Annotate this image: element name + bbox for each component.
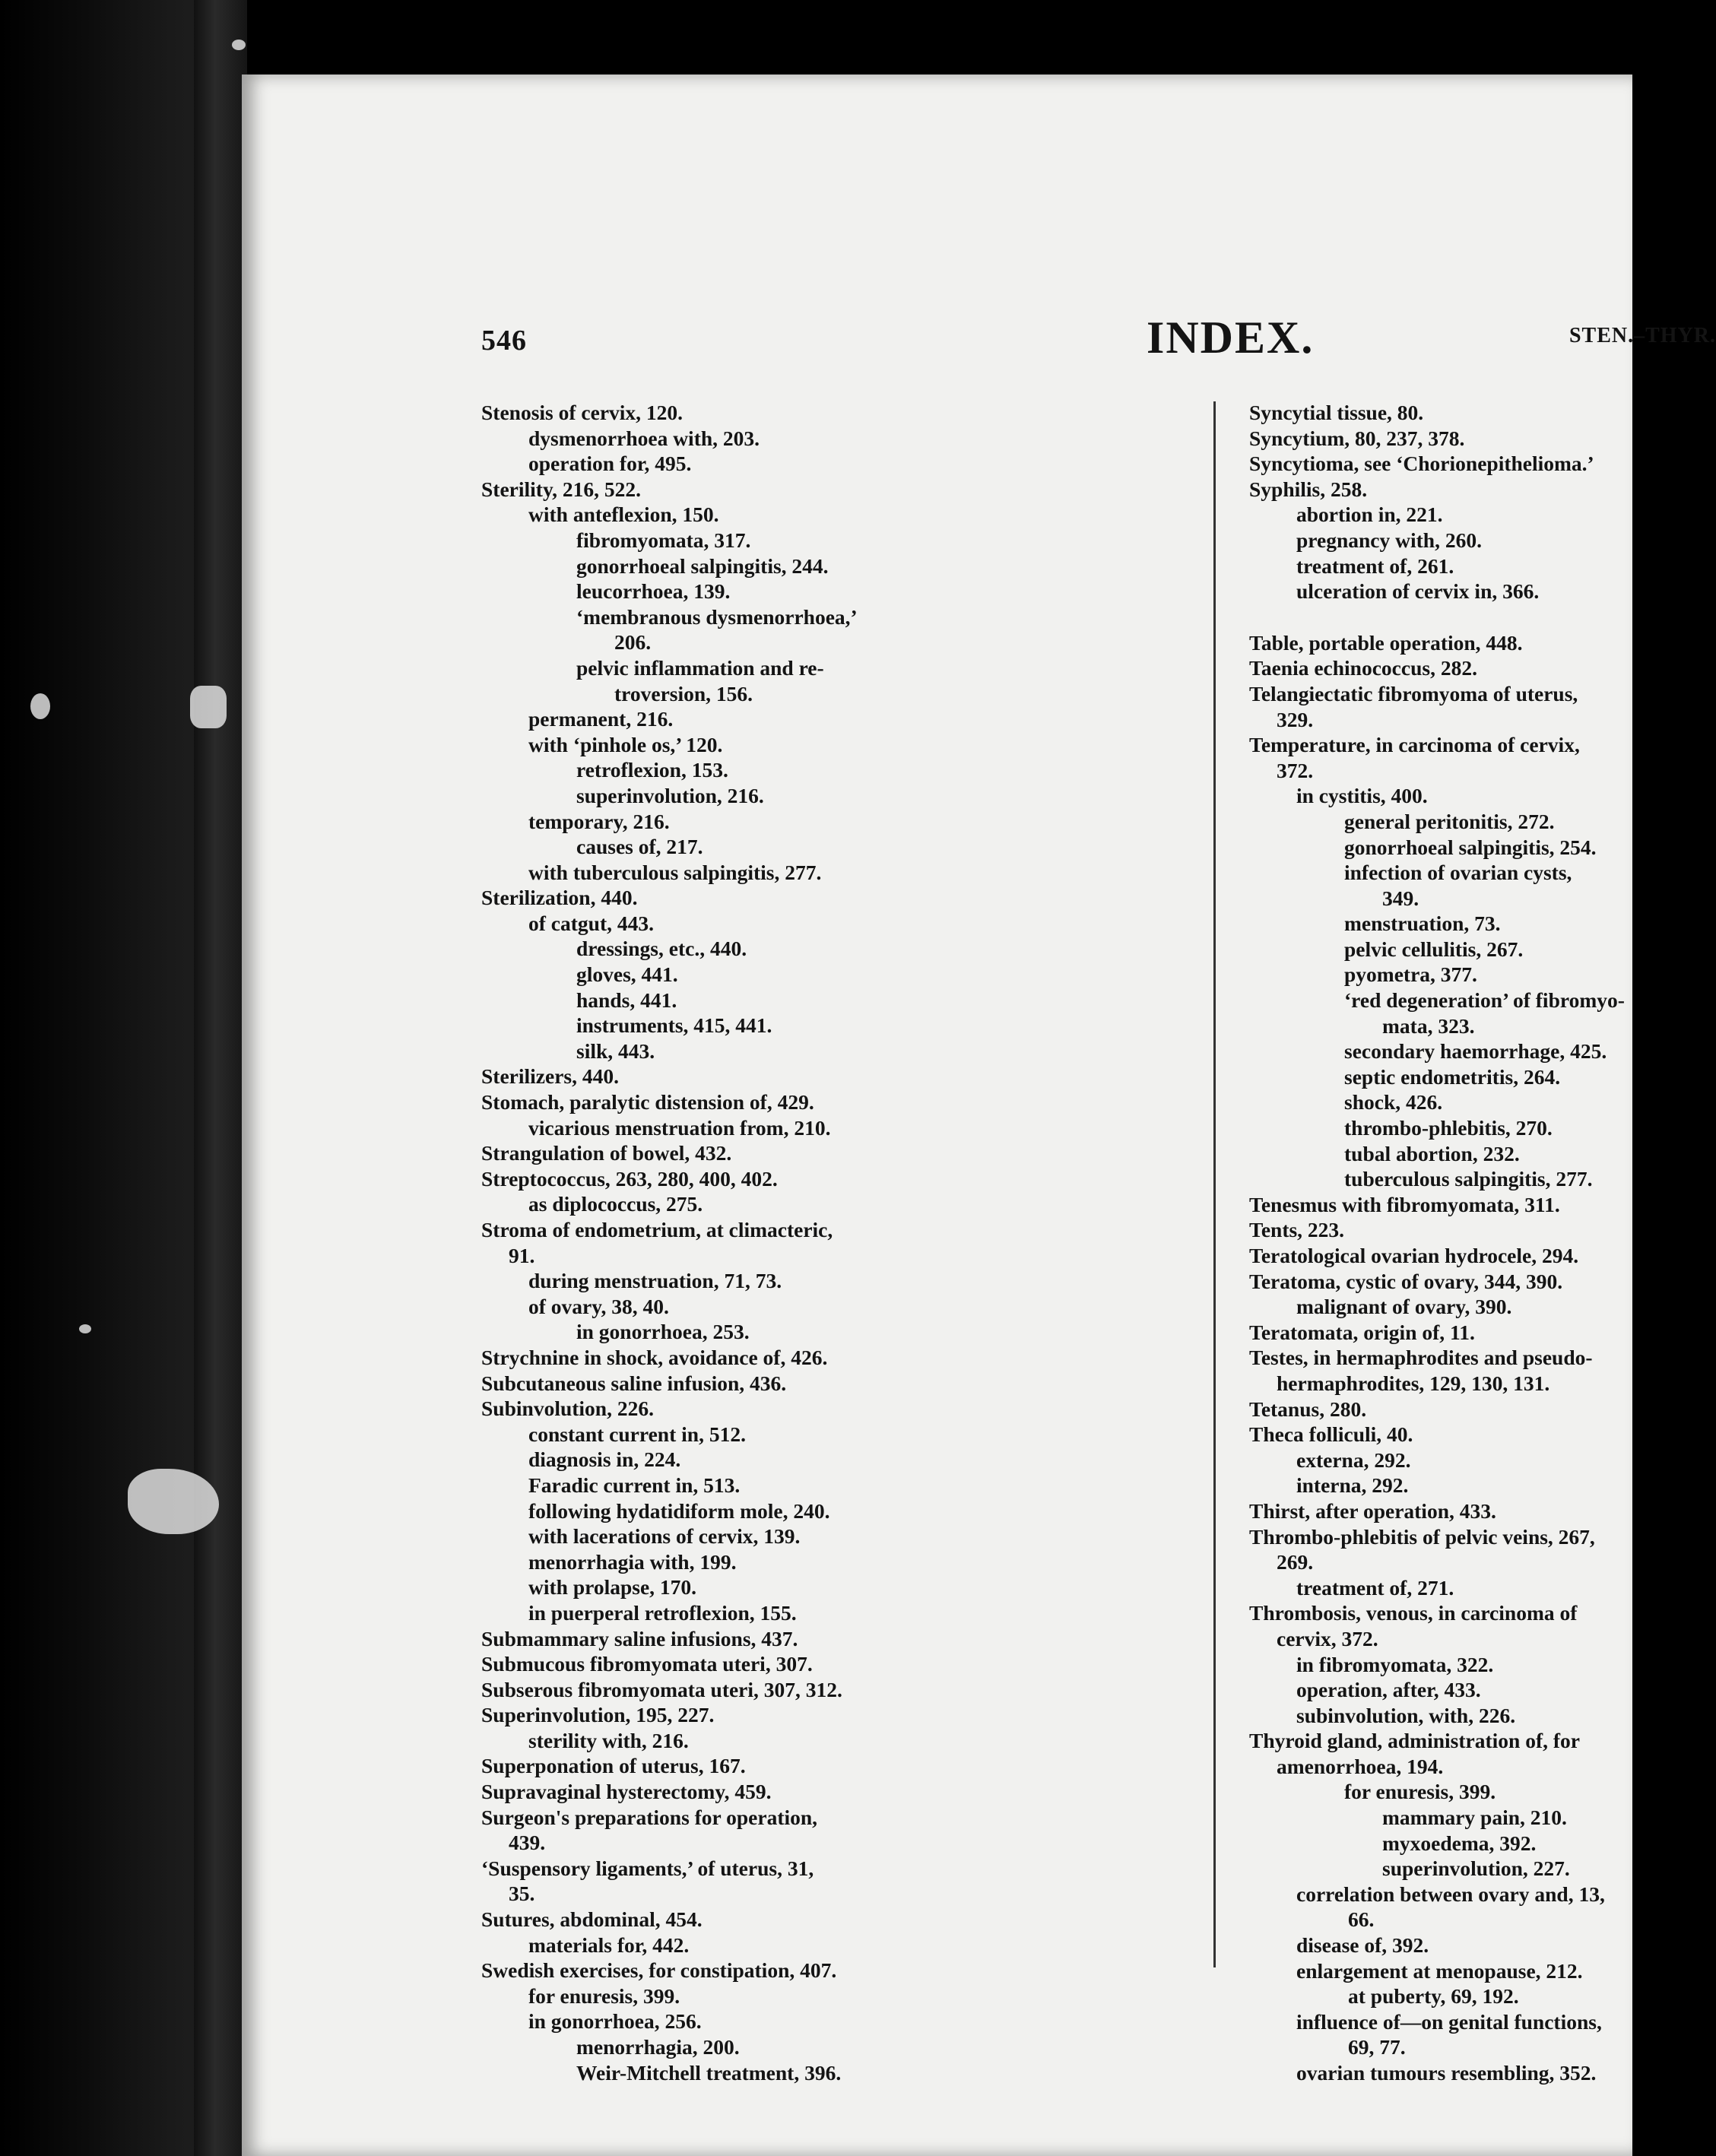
index-subentry: 35.: [509, 1882, 535, 1906]
index-subentry: 439.: [509, 1831, 546, 1855]
index-subentry: dysmenorrhoea with, 203.: [528, 426, 760, 450]
index-entry: Streptococcus, 263, 280, 400, 402.: [481, 1166, 778, 1191]
index-subentry: gonorrhoeal salpingitis, 244.: [576, 553, 829, 578]
index-subentry: Weir-Mitchell treatment, 396.: [576, 2060, 842, 2085]
index-subentry: temporary, 216.: [528, 809, 670, 833]
book-page: [242, 75, 1716, 2156]
index-subentry: retroflexion, 153.: [576, 758, 728, 782]
index-subentry: influence of—on genital functions,: [1296, 2009, 1602, 2034]
index-subentry: ovarian tumours resembling, 352.: [1296, 2061, 1597, 2085]
index-subentry: pregnancy with, 260.: [1296, 528, 1482, 552]
index-subentry: instruments, 415, 441.: [576, 1013, 772, 1038]
index-subentry: at puberty, 69, 192.: [1348, 1984, 1519, 2009]
index-subentry: correlation between ovary and, 13,: [1296, 1882, 1605, 1906]
index-entry: Strychnine in shock, avoidance of, 426.: [481, 1345, 828, 1369]
index-subentry: menorrhagia with, 199.: [528, 1549, 737, 1574]
index-entry: Submammary saline infusions, 437.: [481, 1626, 798, 1650]
index-entry: Thrombo-phlebitis of pelvic veins, 267,: [1249, 1524, 1595, 1549]
index-subentry: for enuresis, 399.: [528, 1983, 680, 2008]
index-subentry: with ‘pinhole os,’ 120.: [528, 732, 723, 756]
index-subentry: enlargement at menopause, 212.: [1296, 1958, 1583, 1983]
index-subentry: menorrhagia, 200.: [576, 2035, 740, 2059]
index-entry: Testes, in hermaphrodites and pseudo-: [1249, 1346, 1593, 1370]
index-entry: Temperature, in carcinoma of cervix,: [1249, 733, 1580, 757]
index-subentry: pelvic cellulitis, 267.: [1344, 937, 1524, 961]
index-subentry: pelvic inflammation and re-: [576, 655, 824, 680]
index-subentry: operation, after, 433.: [1296, 1678, 1481, 1702]
index-subentry: in fibromyomata, 322.: [1296, 1652, 1494, 1676]
index-entry: Strangulation of bowel, 432.: [481, 1141, 732, 1165]
index-subentry: treatment of, 271.: [1296, 1575, 1454, 1600]
paper-fleck-3: [79, 1324, 91, 1333]
index-subentry: superinvolution, 227.: [1382, 1856, 1570, 1881]
index-subentry: superinvolution, 216.: [576, 783, 764, 807]
index-subentry: malignant of ovary, 390.: [1296, 1295, 1512, 1319]
index-entry: Supravaginal hysterectomy, 459.: [481, 1780, 772, 1804]
index-entry: Submucous fibromyomata uteri, 307.: [481, 1652, 813, 1676]
index-subentry: sterility with, 216.: [528, 1728, 689, 1752]
index-subentry: 269.: [1277, 1550, 1314, 1574]
index-subentry: interna, 292.: [1296, 1473, 1409, 1498]
index-entry: Sterility, 216, 522.: [481, 477, 642, 501]
index-entry: Theca folliculi, 40.: [1249, 1422, 1413, 1447]
index-subentry: with tuberculous salpingitis, 277.: [528, 860, 822, 884]
index-subentry: shock, 426.: [1344, 1090, 1443, 1114]
index-subentry: 349.: [1382, 886, 1419, 910]
book-binding-edge: [194, 0, 247, 2156]
index-subentry: troversion, 156.: [614, 681, 753, 705]
index-entry: Syncytioma, see ‘Chorionepithelioma.’: [1249, 452, 1594, 476]
index-subentry: subinvolution, with, 226.: [1296, 1703, 1516, 1727]
index-entry: Syncytial tissue, 80.: [1249, 401, 1424, 424]
index-entry: Syncytium, 80, 237, 378.: [1249, 426, 1465, 450]
index-subentry: ulceration of cervix in, 366.: [1296, 579, 1540, 604]
index-column-right: [1249, 400, 1698, 2086]
index-subentry: causes of, 217.: [576, 835, 703, 859]
index-subentry: myxoedema, 392.: [1382, 1831, 1537, 1855]
index-subentry: 329.: [1277, 707, 1314, 731]
index-entry: Thirst, after operation, 433.: [1249, 1498, 1496, 1523]
index-entry: Telangiectatic fibromyoma of uterus,: [1249, 681, 1578, 705]
running-title: INDEX.: [1147, 312, 1315, 363]
index-subentry: of ovary, 38, 40.: [528, 1294, 669, 1318]
paper-fleck-5: [190, 686, 227, 728]
index-entry: Teratomata, origin of, 11.: [1249, 1320, 1475, 1344]
index-subentry: silk, 443.: [576, 1038, 655, 1063]
index-subentry: hermaphrodites, 129, 130, 131.: [1277, 1371, 1550, 1395]
index-subentry: thrombo-phlebitis, 270.: [1344, 1116, 1553, 1140]
index-subentry: gloves, 441.: [576, 962, 678, 987]
index-entry: Sterilization, 440.: [481, 886, 638, 910]
index-entry: Swedish exercises, for constipation, 407.: [481, 1958, 837, 1983]
page-number: 546: [481, 325, 527, 357]
index-subentry: treatment of, 261.: [1296, 553, 1454, 578]
index-subentry: mammary pain, 210.: [1382, 1806, 1567, 1830]
index-subentry: amenorrhoea, 194.: [1277, 1754, 1444, 1778]
index-subentry: with lacerations of cervix, 139.: [528, 1524, 801, 1549]
index-entry: Teratological ovarian hydrocele, 294.: [1249, 1244, 1579, 1267]
index-subentry: menstruation, 73.: [1344, 912, 1501, 936]
index-entry: Tenesmus with fibromyomata, 311.: [1249, 1192, 1560, 1216]
index-entry: Sutures, abdominal, 454.: [481, 1907, 703, 1932]
paper-fleck-2: [30, 693, 50, 719]
index-subentry: with anteflexion, 150.: [528, 503, 719, 527]
index-entry: Subinvolution, 226.: [481, 1397, 654, 1421]
index-subentry: ‘red degeneration’ of fibromyo-: [1344, 988, 1625, 1013]
column-divider: [1213, 401, 1216, 1967]
index-subentry: tuberculous salpingitis, 277.: [1344, 1167, 1593, 1191]
index-subentry: operation for, 495.: [528, 452, 692, 476]
index-subentry: general peritonitis, 272.: [1344, 809, 1555, 833]
index-subentry: leucorrhoea, 139.: [576, 579, 731, 604]
index-subentry: materials for, 442.: [528, 1932, 690, 1957]
index-subentry: diagnosis in, 224.: [528, 1447, 681, 1472]
index-subentry: 206.: [614, 630, 652, 655]
index-entry: Sterilizers, 440.: [481, 1064, 619, 1089]
index-entry: Teratoma, cystic of ovary, 344, 390.: [1249, 1269, 1563, 1293]
index-entry: Thyroid gland, administration of, for: [1249, 1729, 1580, 1753]
index-subentry: tubal abortion, 232.: [1344, 1141, 1520, 1165]
index-entry: Syphilis, 258.: [1249, 477, 1368, 501]
index-column-left: [481, 400, 930, 2085]
index-subentry: during menstruation, 71, 73.: [528, 1269, 782, 1293]
index-gap: [1249, 604, 1698, 630]
index-entry: Tetanus, 280.: [1249, 1397, 1367, 1421]
index-subentry: in gonorrhoea, 253.: [576, 1320, 750, 1344]
index-subentry: cervix, 372.: [1277, 1626, 1378, 1650]
index-subentry: abortion in, 221.: [1296, 503, 1443, 527]
index-entry: Table, portable operation, 448.: [1249, 630, 1523, 655]
index-entry: Stenosis of cervix, 120.: [481, 401, 684, 424]
index-entry: Superponation of uterus, 167.: [481, 1754, 746, 1778]
index-subentry: ‘membranous dysmenorrhoea,’: [576, 604, 858, 629]
index-subentry: septic endometritis, 264.: [1344, 1064, 1561, 1089]
index-entry: Subcutaneous saline infusion, 436.: [481, 1371, 787, 1395]
index-subentry: for enuresis, 399.: [1344, 1780, 1496, 1804]
index-subentry: pyometra, 377.: [1344, 962, 1477, 987]
index-subentry: hands, 441.: [576, 988, 677, 1012]
index-entry: Surgeon's preparations for operation,: [481, 1805, 818, 1829]
index-subentry: infection of ovarian cysts,: [1344, 861, 1572, 885]
index-subentry: secondary haemorrhage, 425.: [1344, 1039, 1607, 1064]
index-subentry: dressings, etc., 440.: [576, 937, 747, 961]
index-subentry: externa, 292.: [1296, 1447, 1411, 1472]
index-subentry: Faradic current in, 513.: [528, 1473, 741, 1497]
index-entry: Tents, 223.: [1249, 1218, 1345, 1242]
index-subentry: of catgut, 443.: [528, 911, 654, 935]
index-entry: ‘Suspensory ligaments,’ of uterus, 31,: [481, 1856, 814, 1880]
index-entry: Subserous fibromyomata uteri, 307, 312.: [481, 1677, 842, 1701]
paper-fleck-1: [232, 40, 246, 50]
index-subentry: in cystitis, 400.: [1296, 784, 1428, 808]
index-subentry: gonorrhoeal salpingitis, 254.: [1344, 835, 1597, 859]
index-entry: Superinvolution, 195, 227.: [481, 1703, 715, 1727]
index-entry: Stomach, paralytic distension of, 429.: [481, 1090, 814, 1114]
index-subentry: mata, 323.: [1382, 1013, 1475, 1038]
index-subentry: in gonorrhoea, 256.: [528, 2009, 702, 2034]
index-subentry: disease of, 392.: [1296, 1933, 1429, 1958]
index-subentry: in puerperal retroflexion, 155.: [528, 1600, 797, 1625]
index-range-label: STEN.–THYR.: [1569, 324, 1716, 347]
page-header: [481, 249, 1716, 363]
index-subentry: vicarious menstruation from, 210.: [528, 1115, 831, 1140]
index-entry: Thrombosis, venous, in carcinoma of: [1249, 1601, 1578, 1625]
index-subentry: fibromyomata, 317.: [576, 528, 751, 552]
index-subentry: permanent, 216.: [528, 707, 674, 731]
index-subentry: 69, 77.: [1348, 2035, 1406, 2059]
index-subentry: constant current in, 512.: [528, 1422, 746, 1446]
index-entry: Taenia echinococcus, 282.: [1249, 656, 1477, 680]
index-subentry: 66.: [1348, 1907, 1375, 1932]
index-subentry: following hydatidiform mole, 240.: [528, 1498, 830, 1523]
index-subentry: as diplococcus, 275.: [528, 1192, 703, 1216]
index-subentry: 372.: [1277, 758, 1314, 782]
index-entry: Stroma of endometrium, at climacteric,: [481, 1218, 833, 1241]
index-subentry: 91.: [509, 1243, 535, 1267]
page-content: [481, 249, 1716, 2085]
index-subentry: with prolapse, 170.: [528, 1575, 697, 1600]
